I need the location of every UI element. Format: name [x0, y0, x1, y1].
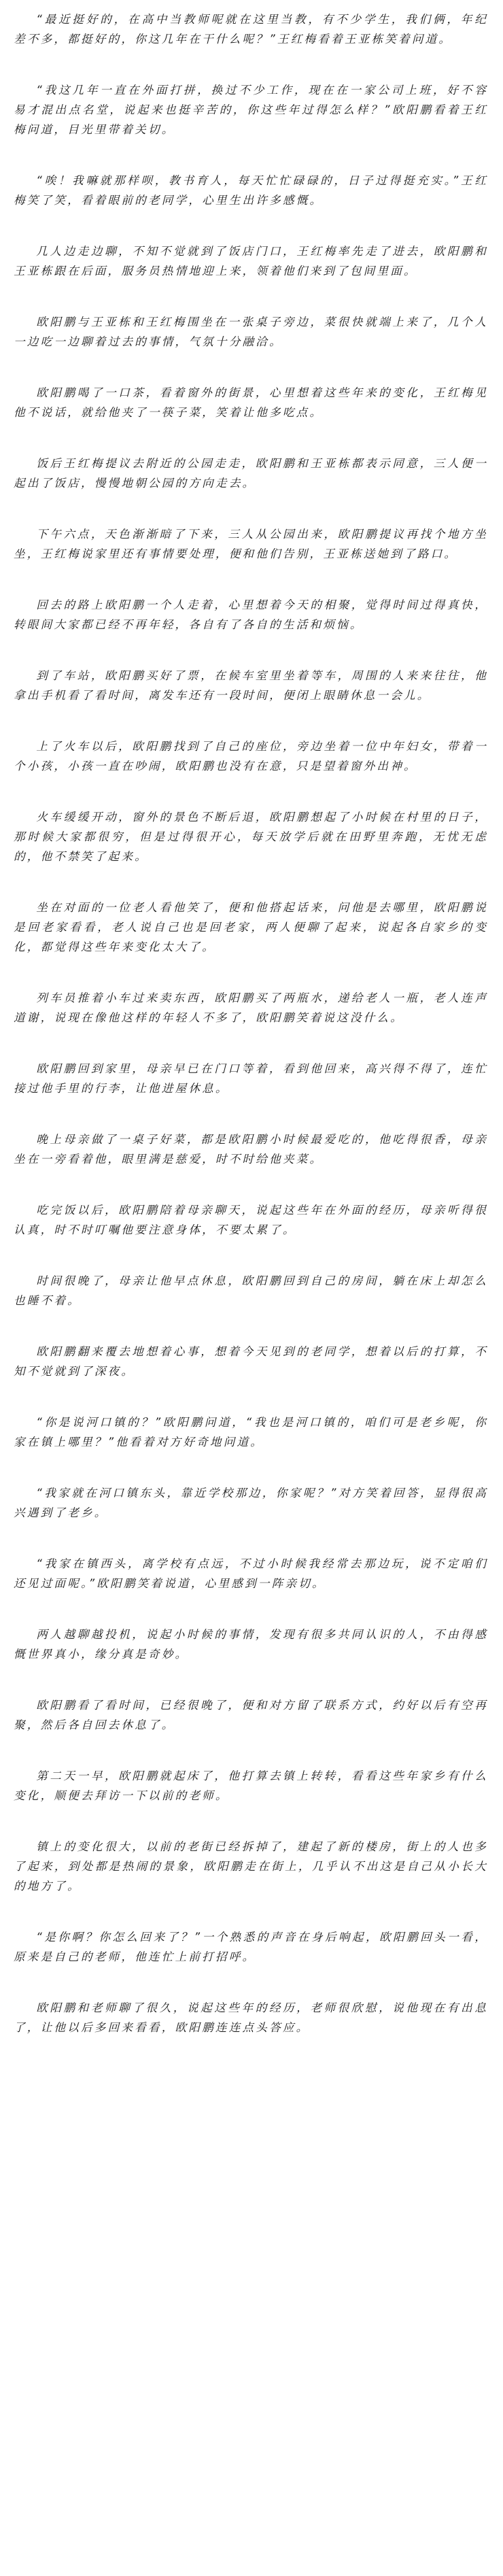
paragraph: 欧阳鹏喝了一口茶，看着窗外的街景，心里想着这些年来的变化，王红梅见他不说话，就给他夹了一筷子菜，笑着让他多吃点。	[14, 386, 488, 419]
paragraph: 到了车站，欧阳鹏买好了票，在候车室里坐着等车，周围的人来来往往，他拿出手机看了看时间，离发车还有一段时间，便闭上眼睛休息一会儿。	[14, 669, 488, 702]
paragraph: “唉！我嘛就那样呗，教书育人，每天忙忙碌碌的，日子过得挺充实。”王红梅笑了笑，看着眼前的老同学，心里生出许多感慨。	[14, 174, 488, 207]
paragraph: 镇上的变化很大，以前的老街已经拆掉了，建起了新的楼房，街上的人也多了起来，到处都是热闹的景象，欧阳鹏走在街上，几乎认不出这是自己从小长大的地方了。	[14, 1840, 488, 1893]
paragraph: “我这几年一直在外面打拼，换过不少工作，现在在一家公司上班，好不容易才混出点名堂，说起来也挺辛苦的，你这些年过得怎么样？”欧阳鹏看着王红梅问道，目光里带着关切。	[14, 84, 488, 136]
paragraph: 上了火车以后，欧阳鹏找到了自己的座位，旁边坐着一位中年妇女，带着一个小孩，小孩一直在吵闹，欧阳鹏也没有在意，只是望着窗外出神。	[14, 740, 488, 773]
paragraph: “是你啊？你怎么回来了？”一个熟悉的声音在身后响起，欧阳鹏回头一看，原来是自己的老师，他连忙上前打招呼。	[14, 1931, 488, 1963]
paragraph: 第二天一早，欧阳鹏就起床了，他打算去镇上转转，看看这些年家乡有什么变化，顺便去拜访一下以前的老师。	[14, 1769, 488, 1802]
paragraph: 两人越聊越投机，说起小时候的事情，发现有很多共同认识的人，不由得感慨世界真小，缘分真是奇妙。	[14, 1628, 488, 1661]
paragraph: “我家就在河口镇东头，靠近学校那边，你家呢？”对方笑着回答，显得很高兴遇到了老乡。	[14, 1487, 488, 1519]
paragraph: 欧阳鹏与王亚栋和王红梅围坐在一张桌子旁边，菜很快就端上来了，几个人一边吃一边聊着过去的事情，气氛十分融洽。	[14, 316, 488, 348]
paragraph: “最近挺好的，在高中当教师呢就在这里当教，有不少学生，我们俩，年纪差不多，都挺好的，你这几年在干什么呢？”王红梅看着王亚栋笑着问道。	[14, 13, 488, 46]
paragraph: 时间很晚了，母亲让他早点休息，欧阳鹏回到自己的房间，躺在床上却怎么也睡不着。	[14, 1274, 488, 1307]
paragraph: “我家在镇西头，离学校有点远，不过小时候我经常去那边玩，说不定咱们还见过面呢。”欧阳鹏笑着说道，心里感到一阵亲切。	[14, 1557, 488, 1590]
paragraph: “你是说河口镇的？”欧阳鹏问道，“我也是河口镇的，咱们可是老乡呢，你家在镇上哪里？”他看着对方好奇地问道。	[14, 1416, 488, 1448]
paragraph: 欧阳鹏看了看时间，已经很晚了，便和对方留了联系方式，约好以后有空再聚，然后各自回去休息了。	[14, 1699, 488, 1731]
paragraph: 列车员推着小车过来卖东西，欧阳鹏买了两瓶水，递给老人一瓶，老人连声道谢，说现在像他这样的年轻人不多了，欧阳鹏笑着说这没什么。	[14, 992, 488, 1024]
paragraph: 火车缓缓开动，窗外的景色不断后退，欧阳鹏想起了小时候在村里的日子，那时候大家都很穷，但是过得很开心，每天放学后就在田野里奔跑，无忧无虑的，他不禁笑了起来。	[14, 811, 488, 863]
paragraph: 几人边走边聊，不知不觉就到了饭店门口，王红梅率先走了进去，欧阳鹏和王亚栋跟在后面，服务员热情地迎上来，领着他们来到了包间里面。	[14, 245, 488, 277]
paragraph: 晚上母亲做了一桌子好菜，都是欧阳鹏小时候最爱吃的，他吃得很香，母亲坐在一旁看着他，眼里满是慈爱，时不时给他夹菜。	[14, 1133, 488, 1166]
paragraph: 欧阳鹏和老师聊了很久，说起这些年的经历，老师很欣慰，说他现在有出息了，让他以后多回来看看，欧阳鹏连连点头答应。	[14, 2001, 488, 2034]
paragraph: 饭后王红梅提议去附近的公园走走，欧阳鹏和王亚栋都表示同意，三人便一起出了饭店，慢慢地朝公园的方向走去。	[14, 457, 488, 490]
paragraph: 欧阳鹏回到家里，母亲早已在门口等着，看到他回来，高兴得不得了，连忙接过他手里的行李，让他进屋休息。	[14, 1062, 488, 1095]
paragraph: 回去的路上欧阳鹏一个人走着，心里想着今天的相聚，觉得时间过得真快，转眼间大家都已经不再年轻，各自有了各自的生活和烦恼。	[14, 598, 488, 631]
paragraph: 坐在对面的一位老人看他笑了，便和他搭起话来，问他是去哪里，欧阳鹏说是回老家看看，老人说自己也是回老家，两人便聊了起来，说起各自家乡的变化，都觉得这些年来变化太大了。	[14, 901, 488, 953]
paragraph: 吃完饭以后，欧阳鹏陪着母亲聊天，说起这些年在外面的经历，母亲听得很认真，时不时叮嘱他要注意身体，不要太累了。	[14, 1204, 488, 1236]
paragraph: 欧阳鹏翻来覆去地想着心事，想着今天见到的老同学，想着以后的打算，不知不觉就到了深夜。	[14, 1345, 488, 1378]
paragraph: 下午六点，天色渐渐暗了下来，三人从公园出来，欧阳鹏提议再找个地方坐坐，王红梅说家里还有事情要处理，便和他们告别，王亚栋送她到了路口。	[14, 528, 488, 560]
